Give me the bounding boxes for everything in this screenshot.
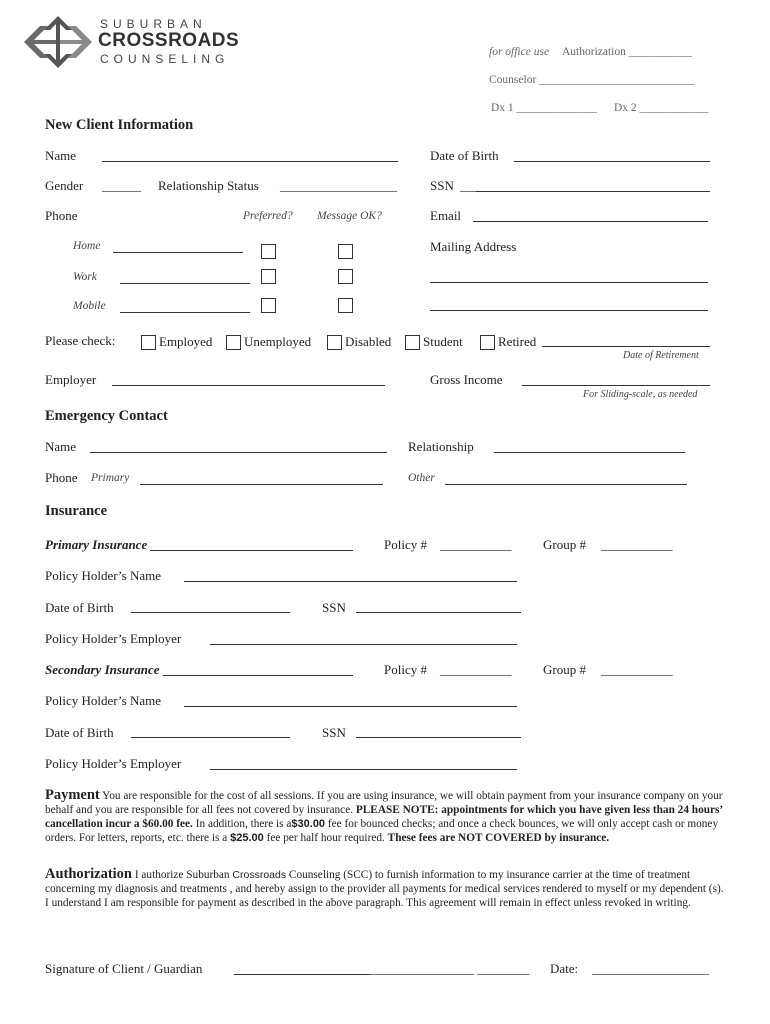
relationship-status-field[interactable]: __________________	[280, 178, 397, 193]
ssn-field-prefix: ___	[460, 178, 480, 193]
unemployed-label: Unemployed	[244, 334, 312, 349]
primary-policy-label: Policy #	[384, 537, 427, 552]
signature-label: Signature of Client / Guardian	[45, 961, 203, 976]
phone-label: Phone	[45, 208, 78, 223]
office-dx2: Dx 2 ____________	[614, 102, 709, 114]
secondary-insurance-field[interactable]	[163, 675, 353, 676]
email-label: Email	[430, 208, 462, 223]
mailing-address-line-1[interactable]	[430, 282, 708, 283]
primary-holder-ssn-field[interactable]	[356, 612, 521, 613]
retirement-date-field[interactable]	[542, 346, 710, 347]
name-field[interactable]	[102, 161, 398, 162]
message-ok-label: Message OK?	[317, 210, 382, 222]
secondary-holder-name-label: Policy Holder’s Name	[45, 693, 162, 708]
payment-amount-30: $30.00	[291, 818, 326, 830]
signature-date-label: Date:	[550, 961, 579, 976]
mobile-phone-label: Mobile	[73, 300, 106, 312]
please-check-label: Please check:	[45, 333, 116, 348]
home-phone-label: Home	[73, 240, 101, 252]
logo-line-1: SUBURBAN	[100, 17, 207, 31]
payment-heading: Payment	[45, 787, 100, 803]
authorization-paragraph	[45, 867, 725, 910]
mailing-address-label: Mailing Address	[430, 239, 517, 254]
primary-holder-dob-field[interactable]	[131, 612, 290, 613]
work-message-checkbox[interactable]	[338, 269, 353, 284]
student-label: Student	[423, 334, 463, 349]
office-use-label: for office use	[489, 46, 550, 58]
home-message-checkbox[interactable]	[338, 244, 353, 259]
emergency-name-label: Name	[45, 439, 77, 454]
primary-policy-field[interactable]: ___________	[440, 537, 512, 552]
authorization-heading: Authorization	[45, 866, 132, 882]
primary-holder-ssn-label: SSN	[322, 600, 346, 615]
secondary-policy-label: Policy #	[384, 662, 427, 677]
crossroads-logo-icon	[20, 14, 96, 70]
primary-group-label: Group #	[543, 537, 586, 552]
emergency-relationship-label: Relationship	[408, 439, 474, 454]
secondary-policy-field[interactable]: ___________	[440, 662, 512, 677]
signature-date-field[interactable]: __________________	[592, 961, 709, 976]
relationship-status-label: Relationship Status	[158, 178, 259, 193]
gender-label: Gender	[45, 178, 84, 193]
work-phone-label: Work	[73, 271, 97, 283]
emergency-contact-heading: Emergency Contact	[45, 408, 168, 424]
home-preferred-checkbox[interactable]	[261, 244, 276, 259]
office-counselor: Counselor ___________________________	[489, 74, 695, 86]
emergency-name-field[interactable]	[90, 452, 387, 453]
payment-text-2: In addition, there is a	[195, 818, 292, 830]
primary-insurance-field[interactable]	[150, 550, 353, 551]
payment-text-1: You are responsible for the cost of all sessions. If you are using insurance, we will obtain payment from your insurance company on your behalf and you are responsible for all fees not covered by insurance.	[45, 790, 723, 816]
payment-please-note: PLEASE NOTE: appointments for which you have given less than 24 hours’ cancellation incur a $60.00 fee.	[45, 804, 723, 830]
mobile-phone-field[interactable]	[120, 312, 250, 313]
new-client-heading: New Client Information	[45, 117, 194, 133]
email-field[interactable]	[473, 221, 708, 222]
mobile-preferred-checkbox[interactable]	[261, 298, 276, 313]
emergency-other-phone-field[interactable]	[445, 484, 687, 485]
office-authorization: Authorization ___________	[562, 46, 692, 58]
name-label: Name	[45, 148, 77, 163]
secondary-group-field[interactable]: ___________	[601, 662, 673, 677]
payment-text-3: fee for bounced checks; and once a check bounces, we will only accept cash or money orders. For letters, reports, etc. there is a	[45, 818, 719, 844]
gross-income-field[interactable]	[522, 385, 710, 386]
primary-holder-name-label: Policy Holder’s Name	[45, 568, 162, 583]
dob-label: Date of Birth	[430, 148, 499, 163]
secondary-holder-ssn-label: SSN	[322, 725, 346, 740]
employer-field[interactable]	[112, 385, 385, 386]
secondary-holder-employer-label: Policy Holder’s Employer	[45, 756, 182, 771]
retired-label: Retired	[498, 334, 537, 349]
retired-checkbox[interactable]	[480, 335, 495, 350]
gross-income-label: Gross Income	[430, 372, 503, 387]
authorization-text-2: Counseling (SCC) to furnish information to my insurance carrier at the time of treatment concerning my diagnosis and treatments , and hereby assign to the provider all payments for medical services rendered to myself or my dependent (s). I understand I am responsible for payment as described in the above paragraph. This agreement will remain in effect unless revoked in writing.	[45, 869, 724, 909]
primary-holder-name-field[interactable]	[184, 581, 517, 582]
emergency-other-label: Other	[408, 472, 435, 484]
dob-field[interactable]	[514, 161, 710, 162]
ssn-field[interactable]	[476, 191, 710, 192]
work-preferred-checkbox[interactable]	[261, 269, 276, 284]
date-of-retirement-label: Date of Retirement	[623, 350, 699, 361]
primary-holder-dob-label: Date of Birth	[45, 600, 114, 615]
logo-line-2: CROSSROADS	[98, 30, 240, 51]
employed-checkbox[interactable]	[141, 335, 156, 350]
disabled-label: Disabled	[345, 334, 392, 349]
payment-not-covered: These fees are NOT COVERED by insurance.	[387, 832, 610, 844]
employer-label: Employer	[45, 372, 97, 387]
secondary-holder-dob-field[interactable]	[131, 737, 290, 738]
secondary-holder-employer-field[interactable]	[210, 769, 517, 770]
disabled-checkbox[interactable]	[327, 335, 342, 350]
mailing-address-line-2[interactable]	[430, 310, 708, 311]
payment-amount-25: $25.00	[230, 832, 264, 844]
student-checkbox[interactable]	[405, 335, 420, 350]
secondary-holder-dob-label: Date of Birth	[45, 725, 114, 740]
gender-field[interactable]: ______	[102, 178, 141, 193]
emergency-relationship-field[interactable]	[494, 452, 685, 453]
preferred-label: Preferred?	[243, 210, 293, 222]
mobile-message-checkbox[interactable]	[338, 298, 353, 313]
signature-field-extension: ________________ ________	[370, 961, 530, 976]
signature-field[interactable]	[234, 974, 370, 975]
payment-text-4: fee per half hour required.	[266, 832, 385, 844]
ssn-label: SSN	[430, 178, 454, 193]
payment-paragraph	[45, 788, 725, 845]
employed-label: Employed	[159, 334, 213, 349]
insurance-heading: Insurance	[45, 503, 108, 519]
home-phone-field[interactable]	[113, 252, 243, 253]
emergency-primary-phone-field[interactable]	[140, 484, 383, 485]
primary-holder-employer-label: Policy Holder’s Employer	[45, 631, 182, 646]
sliding-scale-label: For Sliding-scale, as needed	[583, 389, 698, 400]
secondary-insurance-label: Secondary Insurance	[45, 662, 160, 677]
primary-holder-employer-field[interactable]	[210, 644, 517, 645]
emergency-primary-label: Primary	[91, 472, 130, 484]
primary-insurance-label: Primary Insurance	[45, 537, 148, 552]
logo-line-3: COUNSELING	[100, 52, 230, 66]
authorization-text-1: I authorize Suburban	[134, 869, 230, 881]
secondary-group-label: Group #	[543, 662, 586, 677]
authorization-crossroads: Crossroads	[232, 869, 287, 881]
primary-group-field[interactable]: ___________	[601, 537, 673, 552]
secondary-holder-ssn-field[interactable]	[356, 737, 521, 738]
unemployed-checkbox[interactable]	[226, 335, 241, 350]
office-dx1: Dx 1 ______________	[491, 102, 598, 114]
emergency-phone-label: Phone	[45, 470, 78, 485]
work-phone-field[interactable]	[120, 283, 250, 284]
secondary-holder-name-field[interactable]	[184, 706, 517, 707]
